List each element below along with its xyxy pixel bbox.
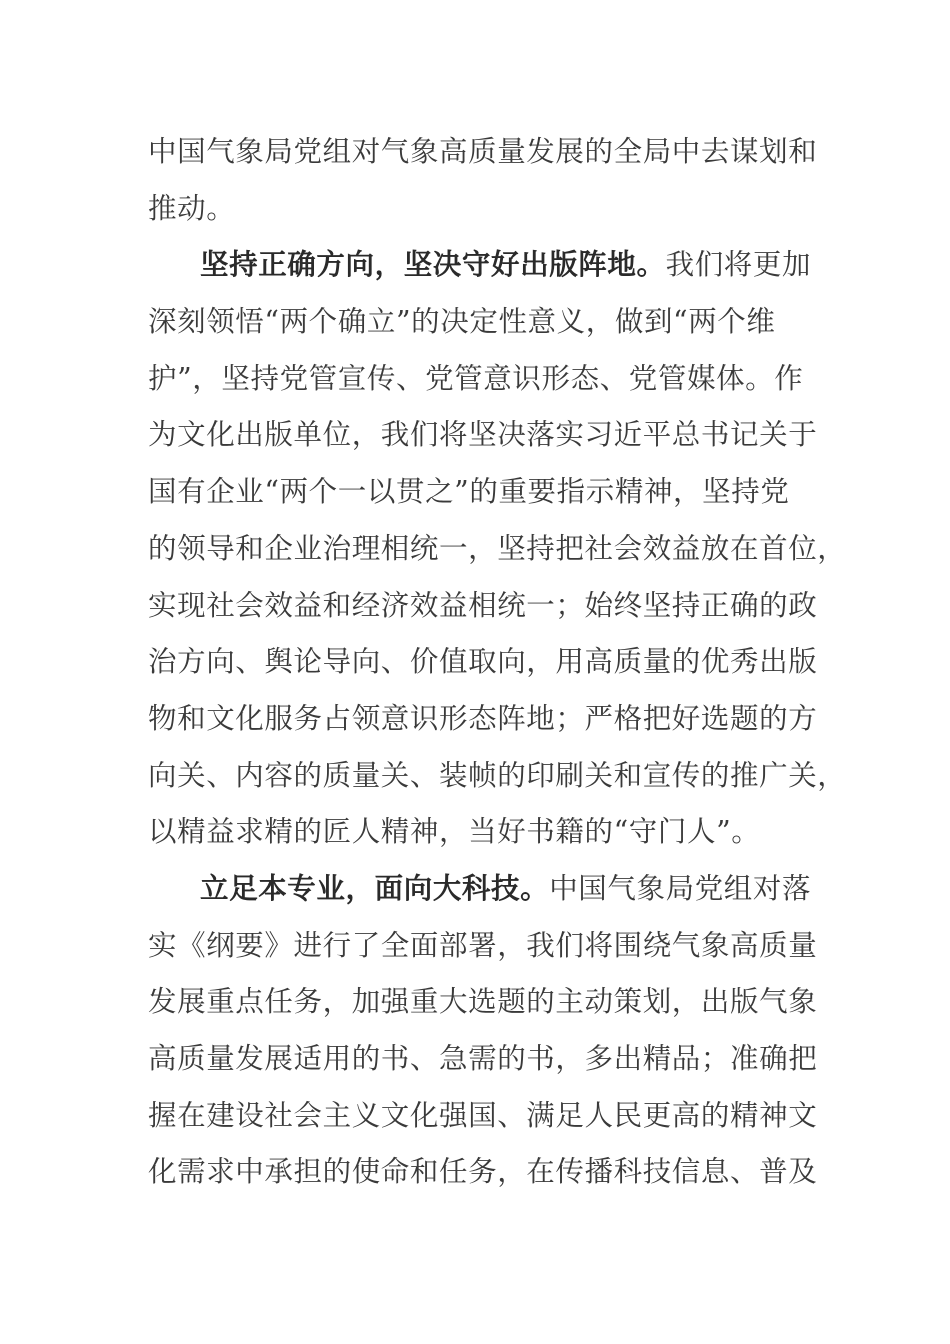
paragraph-1-line-2: 推动。	[148, 191, 236, 225]
paragraph-3-heading: 立足本专业，面向大科技。	[200, 871, 550, 905]
paragraph-2-line: 以精益求精的匠人精神，当好书籍的“守门人”。	[148, 815, 761, 849]
paragraph-3-first-line-text: 中国气象局党组对落	[549, 871, 812, 905]
paragraph-3-line: 化需求中承担的使命和任务，在传播科技信息、普及	[148, 1155, 818, 1189]
paragraph-2-line: 国有企业“两个一以贯之”的重要指示精神，坚持党	[148, 475, 790, 509]
paragraph-1-line-1: 中国气象局党组对气象高质量发展的全局中去谋划和	[148, 135, 818, 168]
paragraph-3-line: 高质量发展适用的书、急需的书，多出精品；准确把	[148, 1042, 818, 1075]
paragraph-2-line: 护”，坚持党管宣传、党管意识形态、党管媒体。作	[148, 361, 804, 395]
paragraph-2-line: 为文化出版单位，我们将坚决落实习近平总书记关于	[148, 418, 818, 452]
paragraph-3-first-line	[148, 861, 818, 918]
paragraph-2-first-line	[148, 237, 818, 294]
paragraph-2-line: 深刻领悟“两个确立”的决定性意义，做到“两个维	[148, 305, 776, 339]
paragraph-2-line: 实现社会效益和经济效益相统一；始终坚持正确的政	[148, 588, 818, 622]
paragraph-2-line: 的领导和企业治理相统一，坚持把社会效益放在首位，	[148, 531, 847, 565]
paragraph-2-heading: 坚持正确方向，坚决守好出版阵地。	[200, 248, 666, 282]
paragraph-2-line: 治方向、舆论导向、价值取向，用高质量的优秀出版	[148, 645, 818, 679]
document-page	[148, 124, 847, 1201]
paragraph-2-line: 向关、内容的质量关、装帧的印刷关和宣传的推广关，	[148, 758, 847, 792]
paragraph-3-line: 实《纲要》进行了全面部署，我们将围绕气象高质量	[148, 928, 818, 962]
paragraph-2-first-line-text: 我们将更加	[665, 248, 812, 282]
paragraph-3-line: 发展重点任务，加强重大选题的主动策划，出版气象	[148, 985, 818, 1019]
paragraph-2-line: 物和文化服务占领意识形态阵地；严格把好选题的方	[148, 701, 818, 735]
paragraph-3-line: 握在建设社会主义文化强国、满足人民更高的精神文	[148, 1098, 818, 1132]
